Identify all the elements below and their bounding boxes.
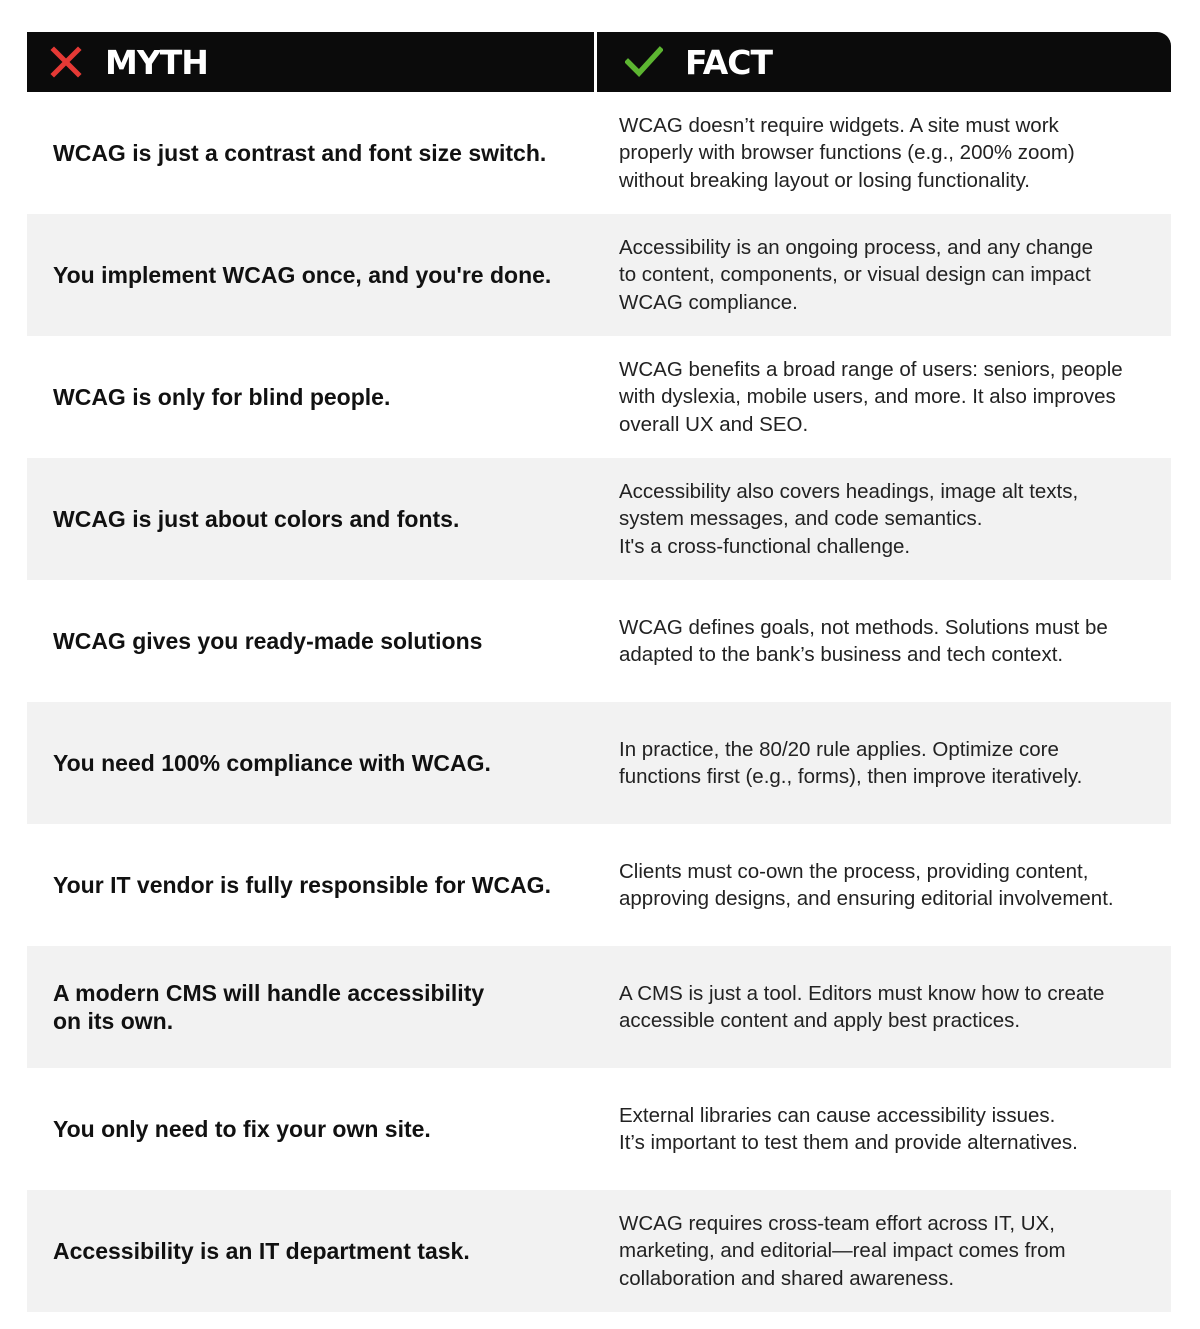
fact-text: Accessibility is an ongoing process, and any change to content, components, or visual design can impact WCAG compliance.: [619, 235, 1094, 314]
table-row: [27, 946, 1171, 1068]
fact-text: WCAG requires cross-team effort across IT, UX, marketing, and editorial—real impact comes from collaboration and shared awareness.: [619, 1211, 1066, 1290]
fact-text: External libraries can cause accessibility issues. It’s important to test them and provide alternatives.: [619, 1103, 1078, 1154]
fact-text: WCAG benefits a broad range of users: seniors, people with dyslexia, mobile users, and more. It also improves overall UX and SEO.: [619, 357, 1123, 436]
myth-text: A modern CMS will handle accessibility on its own.: [53, 980, 485, 1034]
myth-text: You implement WCAG once, and you're done.: [53, 262, 552, 288]
myth-text: You only need to fix your own site.: [53, 1116, 431, 1142]
fact-column-header: [597, 32, 1171, 92]
myth-text: You need 100% compliance with WCAG.: [53, 750, 491, 776]
myth-fact-table: [27, 32, 1171, 1312]
fact-text: Clients must co-own the process, providing content, approving designs, and ensuring editorial involvement.: [619, 859, 1114, 910]
myth-text: Your IT vendor is fully responsible for WCAG.: [53, 872, 551, 898]
fact-text: WCAG defines goals, not methods. Solutions must be adapted to the bank’s business and tech context.: [619, 615, 1108, 666]
checkmark-icon: [625, 45, 663, 79]
myth-text: Accessibility is an IT department task.: [53, 1238, 470, 1264]
myth-text: WCAG is just a contrast and font size switch.: [53, 140, 547, 166]
fact-text: In practice, the 80/20 rule applies. Optimize core functions first (e.g., forms), then improve iteratively.: [619, 737, 1083, 788]
myth-text: WCAG is only for blind people.: [53, 384, 391, 410]
table-row: [27, 458, 1171, 580]
table-row: [27, 336, 1171, 458]
myth-column-header: [27, 32, 597, 92]
fact-header-label: FACT: [685, 42, 773, 82]
myth-text: WCAG is just about colors and fonts.: [53, 506, 460, 532]
table-row: [27, 214, 1171, 336]
table-row: [27, 92, 1171, 214]
table-row: [27, 1190, 1171, 1312]
table-row: [27, 1068, 1171, 1190]
cross-icon: [49, 45, 83, 79]
myth-text: WCAG gives you ready-made solutions: [53, 628, 483, 654]
table-body: [27, 92, 1171, 1312]
fact-text: A CMS is just a tool. Editors must know how to create accessible content and apply best practices.: [619, 981, 1105, 1032]
table-row: [27, 702, 1171, 824]
fact-text: Accessibility also covers headings, image alt texts, system messages, and code semantics. It's a cross-functional challenge.: [619, 479, 1079, 558]
fact-text: WCAG doesn’t require widgets. A site must work properly with browser functions (e.g., 200% zoom) without breaking layout or losing functionality.: [619, 113, 1075, 192]
table-header: [27, 32, 1171, 92]
table-row: [27, 824, 1171, 946]
table-row: [27, 580, 1171, 702]
myth-header-label: MYTH: [105, 42, 208, 82]
